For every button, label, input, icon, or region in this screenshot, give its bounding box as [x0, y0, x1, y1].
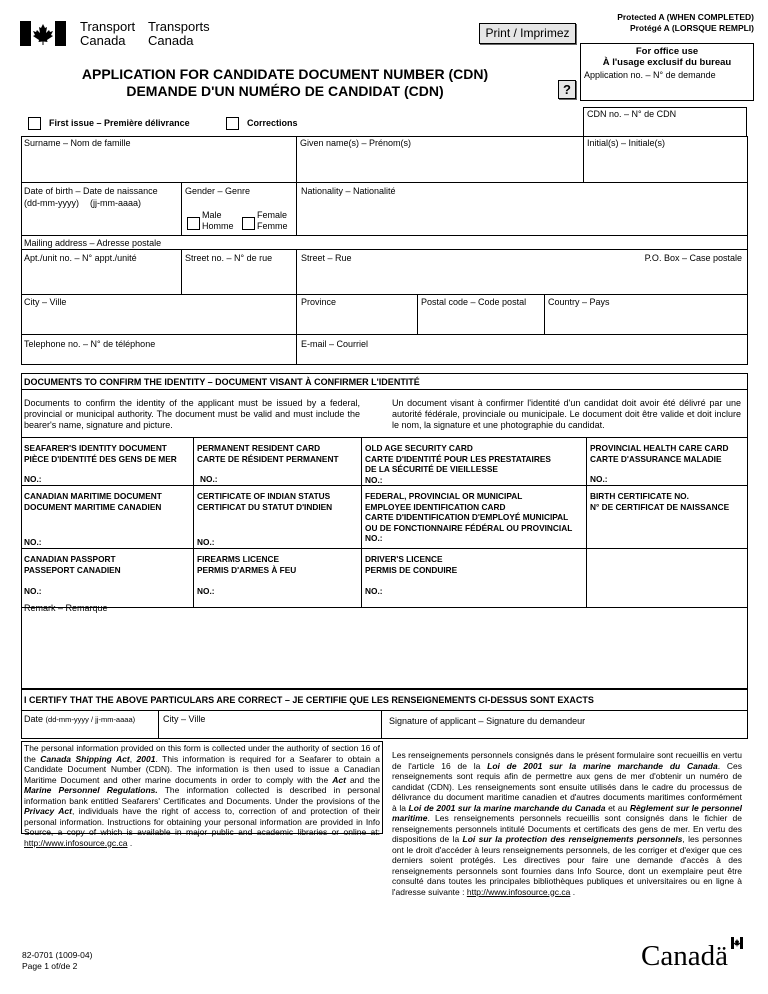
dept-name-fr-1: Transports [148, 19, 210, 34]
seafarer-no-label: NO.: [24, 474, 42, 484]
oas-card-no-label: NO.: [365, 474, 383, 485]
driver-licence-label-fr: PERMIS DE CONDUIRE [365, 564, 458, 575]
female-label-en: Female [257, 210, 288, 220]
employee-card-no-label: NO.: [365, 533, 383, 543]
passport-no-label: NO.: [24, 586, 42, 596]
birth-cert-label-en: BIRTH CERTIFICATE NO. [590, 491, 689, 501]
indian-status-no-input[interactable] [217, 535, 359, 547]
print-button[interactable]: Print / Imprimez [479, 23, 576, 44]
mailing-address-label: Mailing address – Adresse postale [24, 238, 162, 248]
postal-code-label: Postal code – Code postal [421, 297, 527, 307]
signature-field[interactable] [382, 727, 747, 738]
street-label: Street – Rue [301, 253, 352, 263]
gender-label: Gender – Genre [185, 186, 251, 196]
dob-format-fr: (jj-mm-aaaa) [90, 198, 142, 208]
male-label-fr: Homme [202, 221, 234, 231]
first-issue-checkbox[interactable] [28, 117, 41, 130]
email-label: E-mail – Courriel [301, 339, 369, 349]
indian-status-label-fr: CERTIFICAT DU STATUT D'INDIEN [197, 501, 333, 512]
country-input[interactable] [545, 309, 747, 333]
birth-cert-no-input[interactable] [588, 515, 746, 547]
driver-licence-label-en: DRIVER'S LICENCE [365, 554, 443, 564]
certify-city-label: City – Ville [163, 714, 206, 724]
given-names-input[interactable] [297, 150, 582, 181]
driver-licence-no-input[interactable] [385, 584, 584, 596]
street-no-label: Street no. – N° de rue [185, 253, 273, 263]
employee-card-label-2: EMPLOYEE IDENTIFICATION CARD [365, 501, 506, 512]
wordmark-flag-icon [731, 937, 743, 949]
certify-date-format: (dd-mm-yyyy / jj-mm-aaaa) [45, 715, 136, 724]
initials-input[interactable] [584, 150, 747, 181]
office-use-box [580, 43, 754, 101]
oas-card-label-2: CARTE D'IDENTITÉ POUR LES PRESTATAIRES [365, 453, 551, 464]
firearms-no-input[interactable] [217, 584, 359, 596]
documents-heading: DOCUMENTS TO CONFIRM THE IDENTITY – DOCUMENT VISANT À CONFIRMER L'IDENTITÉ [24, 377, 420, 387]
remark-label: Remark – Remarque [24, 603, 108, 613]
corrections-checkbox[interactable] [226, 117, 239, 130]
privacy-notice-fr: Les renseignements personnels consignés dans le présent formulaire sont recueillis en vertu de l'article 16 de la Loi de 2001 sur la marine marchande du Canada. Ces renseignements sont requis afin de permettre aux gens de mer d'obtenir un numéro de candidat (CDN). Les renseignements sont ensuite utilisés dans le cadre du processus de délivrance du document maritime canadien et d'autres documents maritimes conformément à la Loi de 2001 sur la marine marchande du Canada et au Règlement sur le personnel maritime. Les renseignements personnels recueillis sont consignés dans le fichier de renseignements personnels intitulé Documents et certificats des gens de mer. En vertu des dispositions de la Loi sur la protection des renseignements personnels, les personnes ont le droit d'accéder à leurs renseignements personnels, de les corriger et d'exiger que ces derniers soient protégés. Les directives pour faire une demande d'accès à des renseignements personnels sont fournies dans Info Source, dont un exemplaire peut être consulté dans toutes les principales bibliothèques publiques et universitaires ou en ligne à l'adresse suivante : http://www.infosource.gc.ca . [392, 750, 742, 897]
infosource-link-fr[interactable]: http://www.infosource.gc.ca [466, 886, 571, 897]
pr-card-label-fr: CARTE DE RÉSIDENT PERMANENT [197, 453, 339, 464]
cdn-no-field[interactable] [583, 107, 747, 137]
postal-code-input[interactable] [418, 309, 543, 333]
surname-label: Surname – Nom de famille [24, 138, 131, 148]
firearms-label-fr: PERMIS D'ARMES À FEU [197, 564, 297, 575]
maritime-doc-no-input[interactable] [44, 535, 191, 547]
employee-card-label-3: CARTE D'IDENTIFICATION D'EMPLOYÉ MUNICIPAL [365, 512, 569, 522]
apt-input[interactable] [22, 265, 180, 293]
office-use-label-fr: À l'usage exclusif du bureau [602, 57, 732, 68]
seafarer-doc-label-fr: PIÈCE D'IDENTITÉ DES GENS DE MER [24, 453, 177, 464]
maritime-doc-label-fr: DOCUMENT MARITIME CANADIEN [24, 501, 162, 512]
street-input[interactable] [297, 265, 617, 293]
form-number: 82-0701 (1009-04) [22, 950, 93, 960]
country-label: Country – Pays [548, 297, 610, 307]
privacy-notice-en: The personal information provided on this form is collected under the authority of section 16 of the Canada Shipping Act, 2001. This information is required for a Seafarer to obtain a Candidate Document Number (CDN). The information is then used to issue a Canadian Maritime Document and other marine documents in order to comply with the Act and the Marine Personnel Regulations. The information collected is described in personal information bank entitled Seafarers' Certificates and Documents. Under the provisions of the Privacy Act, individuals have the right of access to, correction of and protection of their personal information. Instructions for obtaining your personal information are provided in Info Source, a copy of which is available in major public and academic libraries or online at: http://www.infosource.gc.ca . [24, 743, 381, 848]
employee-card-label-1: FEDERAL, PROVINCIAL OR MUNICIPAL [365, 491, 523, 501]
dob-format-en: (dd-mm-yyyy) [24, 198, 79, 208]
signature-label: Signature of applicant – Signature du demandeur [389, 716, 586, 726]
health-card-label-fr: CARTE D'ASSURANCE MALADIE [590, 453, 722, 464]
po-box-label: P.O. Box – Case postale [644, 253, 742, 263]
province-input[interactable] [297, 309, 416, 333]
city-label: City – Ville [24, 297, 67, 307]
email-input[interactable] [297, 350, 747, 364]
passport-no-input[interactable] [44, 584, 191, 596]
nationality-input[interactable] [297, 198, 747, 234]
dob-label: Date of birth – Date de naissance [24, 186, 158, 196]
canada-wordmark: Canadä [641, 941, 728, 971]
birth-cert-label-fr: N° DE CERTIFICAT DE NAISSANCE [590, 501, 730, 512]
remark-input[interactable] [22, 616, 747, 688]
protected-label-en: Protected A (WHEN COMPLETED) [617, 12, 754, 22]
city-input[interactable] [22, 309, 295, 333]
seafarer-doc-label-en: SEAFARER'S IDENTITY DOCUMENT [24, 443, 167, 453]
pr-card-label-en: PERMANENT RESIDENT CARD [197, 443, 321, 453]
male-checkbox[interactable] [187, 217, 200, 230]
telephone-input[interactable] [22, 350, 295, 364]
documents-intro-fr: Un document visant à confirmer l'identité d'un candidat doit avoir été délivré par une autorité fédérale, provinciale ou municipale. Le document doit être valide et doit inclure le nom, la signature et une photographie du candidat. [392, 398, 741, 430]
health-card-label-en: PROVINCIAL HEALTH CARE CARD [590, 443, 729, 453]
dept-name-fr-2: Canada [148, 33, 194, 48]
oas-card-label-1: OLD AGE SECURITY CARD [365, 443, 473, 453]
pr-card-no-input[interactable] [220, 472, 359, 484]
protected-label-fr: Protégé A (LORSQUE REMPLI) [629, 23, 754, 33]
female-label-fr: Femme [257, 221, 288, 231]
province-label: Province [301, 297, 337, 307]
documents-intro-en: Documents to confirm the identity of the applicant must be issued by a federal, provincial or municipal authority. The document must be valid and must include the bearer's name, signature and picture. [24, 398, 360, 430]
maritime-doc-label-en: CANADIAN MARITIME DOCUMENT [24, 491, 162, 501]
first-issue-label: First issue – Première délivrance [49, 118, 190, 128]
dob-input[interactable] [22, 210, 180, 234]
health-card-no-label: NO.: [590, 474, 608, 484]
employee-card-label-4: OU DE FONCTIONNAIRE FÉDÉRAL OU PROVINCIAL [365, 522, 573, 533]
passport-label-en: CANADIAN PASSPORT [24, 554, 116, 564]
seafarer-no-input[interactable] [44, 472, 191, 484]
page-title-fr: DEMANDE D'UN NUMÉRO DE CANDIDAT (CDN) [126, 83, 444, 99]
nationality-label: Nationality – Nationalité [301, 186, 396, 196]
page-title-en: APPLICATION FOR CANDIDATE DOCUMENT NUMBER (CDN) [81, 66, 489, 82]
cdn-no-label: CDN no. – N° de CDN [587, 109, 677, 119]
street-no-input[interactable] [182, 265, 295, 293]
employee-card-no-input[interactable] [385, 535, 584, 547]
certify-city-input[interactable] [159, 725, 380, 738]
po-box-input[interactable] [625, 265, 747, 293]
help-button[interactable]: ? [558, 80, 576, 99]
application-no-label: Application no. – N° de demande [584, 70, 716, 80]
indian-status-label-en: CERTIFICATE OF INDIAN STATUS [197, 491, 331, 501]
firearms-no-label: NO.: [197, 586, 215, 596]
indian-status-no-label: NO.: [197, 537, 215, 547]
firearms-label-en: FIREARMS LICENCE [197, 554, 280, 564]
passport-label-fr: PASSEPORT CANADIEN [24, 564, 121, 575]
office-use-label-en: For office use [635, 46, 699, 57]
canada-flag-icon [20, 21, 66, 46]
dept-name-en-2: Canada [80, 33, 126, 48]
female-checkbox[interactable] [242, 217, 255, 230]
pr-card-no-label: NO.: [200, 474, 218, 484]
infosource-link-en[interactable]: http://www.infosource.gc.ca [24, 837, 128, 848]
dept-name-en-1: Transport [80, 19, 136, 34]
apt-label: Apt./unit no. – N° appt./unité [24, 253, 137, 263]
health-card-no-input[interactable] [610, 472, 746, 484]
certify-date-label: Date [24, 714, 44, 724]
surname-input[interactable] [22, 150, 295, 181]
given-names-label: Given name(s) – Prénom(s) [300, 138, 412, 148]
certify-heading: I CERTIFY THAT THE ABOVE PARTICULARS ARE CORRECT – JE CERTIFIE QUE LES RENSEIGNEMENTS CI-DESSUS SONT EXACTS [24, 695, 594, 705]
certify-date-input[interactable] [22, 725, 157, 738]
oas-card-no-input[interactable] [385, 472, 584, 484]
male-label-en: Male [202, 210, 222, 220]
oas-card-label-3: DE LA SÉCURITÉ DE VIEILLESSE [365, 464, 498, 474]
corrections-label: Corrections [247, 118, 298, 128]
telephone-label: Telephone no. – N° de téléphone [24, 339, 156, 349]
maritime-doc-no-label: NO.: [24, 537, 42, 547]
driver-licence-no-label: NO.: [365, 586, 383, 596]
initials-label: Initial(s) – Initiale(s) [587, 138, 666, 148]
page-number: Page 1 of/de 2 [22, 960, 78, 971]
